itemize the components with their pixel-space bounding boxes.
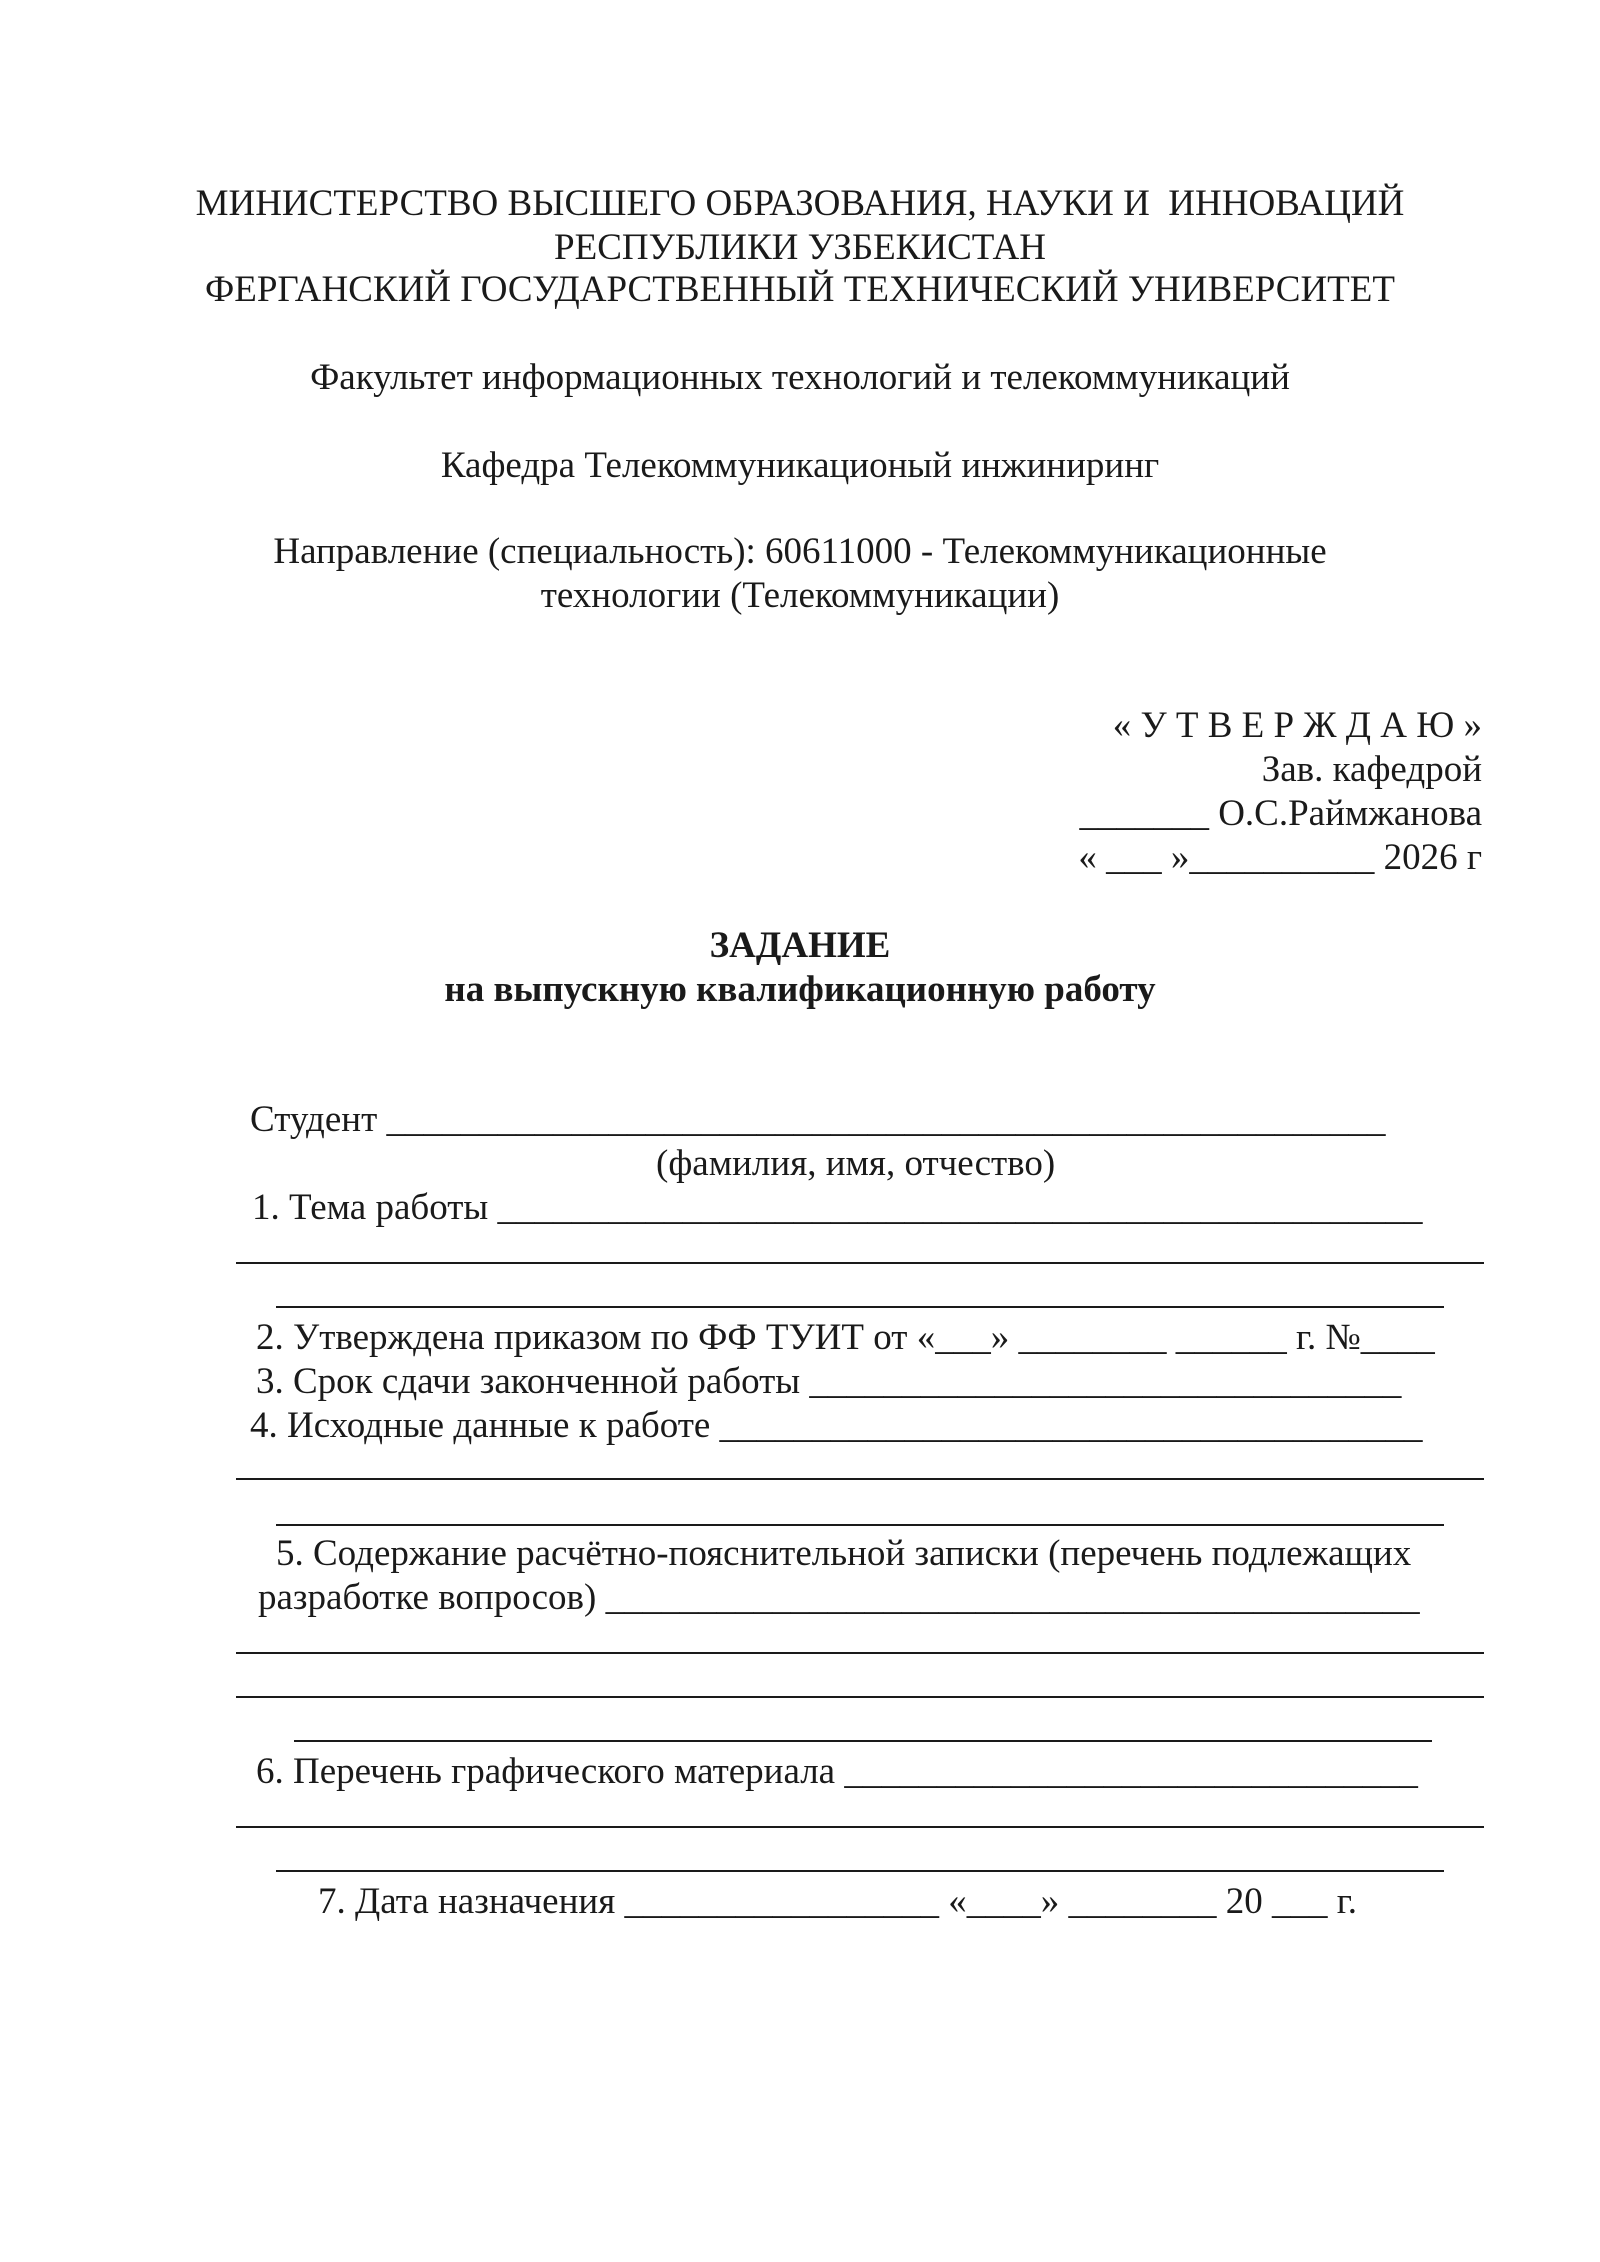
item-3-deadline: 3. Срок сдачи законченной работы ________________________________ xyxy=(256,1361,1402,1402)
blank-line xyxy=(236,1478,1484,1480)
direction-line-1: Направление (специальность): 60611000 - Телекоммуникационные xyxy=(273,531,1327,572)
university-name: ФЕРГАНСКИЙ ГОСУДАРСТВЕННЫЙ ТЕХНИЧЕСКИЙ УНИВЕРСИТЕТ xyxy=(205,269,1395,310)
blank-line xyxy=(236,1696,1484,1698)
blank-line xyxy=(236,1826,1484,1828)
approval-signature: _______ О.С.Раймжанова xyxy=(1079,793,1482,834)
approval-title: « У Т В Е Р Ж Д А Ю » xyxy=(1112,705,1482,746)
approval-position: Зав. кафедрой xyxy=(1261,749,1482,790)
ministry-line-2: РЕСПУБЛИКИ УЗБЕКИСТАН xyxy=(554,227,1046,268)
student-field: Студент ______________________________________________________ xyxy=(250,1099,1386,1140)
blank-line xyxy=(276,1306,1444,1308)
blank-line xyxy=(294,1740,1432,1742)
blank-line xyxy=(236,1652,1484,1654)
blank-line xyxy=(276,1524,1444,1526)
blank-line xyxy=(236,1262,1484,1264)
approval-date: « ___ »__________ 2026 г xyxy=(1078,837,1482,878)
student-field-hint: (фамилия, имя, отчество) xyxy=(656,1143,1056,1184)
department-name: Кафедра Телекоммуникационый инжиниринг xyxy=(440,445,1160,486)
item-4-initial-data: 4. Исходные данные к работе ______________________________________ xyxy=(250,1405,1423,1446)
faculty-name: Факультет информационных технологий и телекоммуникаций xyxy=(310,357,1290,398)
item-2-order: 2. Утверждена приказом по ФФ ТУИТ от «___» ________ ______ г. №____ xyxy=(256,1317,1435,1358)
direction-line-2: технологии (Телекоммуникации) xyxy=(540,575,1060,616)
item-5-content-line-1: 5. Содержание расчётно-пояснительной записки (перечень подлежащих xyxy=(276,1533,1412,1574)
item-6-graphics: 6. Перечень графического материала _______________________________ xyxy=(256,1751,1418,1792)
item-7-assignment-date: 7. Дата назначения _________________ «____» ________ 20 ___ г. xyxy=(318,1881,1357,1922)
ministry-line-1: МИНИСТЕРСТВО ВЫСШЕГО ОБРАЗОВАНИЯ, НАУКИ И ИННОВАЦИЙ xyxy=(195,183,1405,224)
assignment-title: ЗАДАНИЕ xyxy=(709,925,891,966)
blank-line xyxy=(276,1870,1444,1872)
assignment-subtitle: на выпускную квалификационную работу xyxy=(444,969,1156,1010)
item-1-topic: 1. Тема работы __________________________________________________ xyxy=(252,1187,1423,1228)
item-5-content-line-2: разработке вопросов) ____________________________________________ xyxy=(258,1577,1420,1618)
